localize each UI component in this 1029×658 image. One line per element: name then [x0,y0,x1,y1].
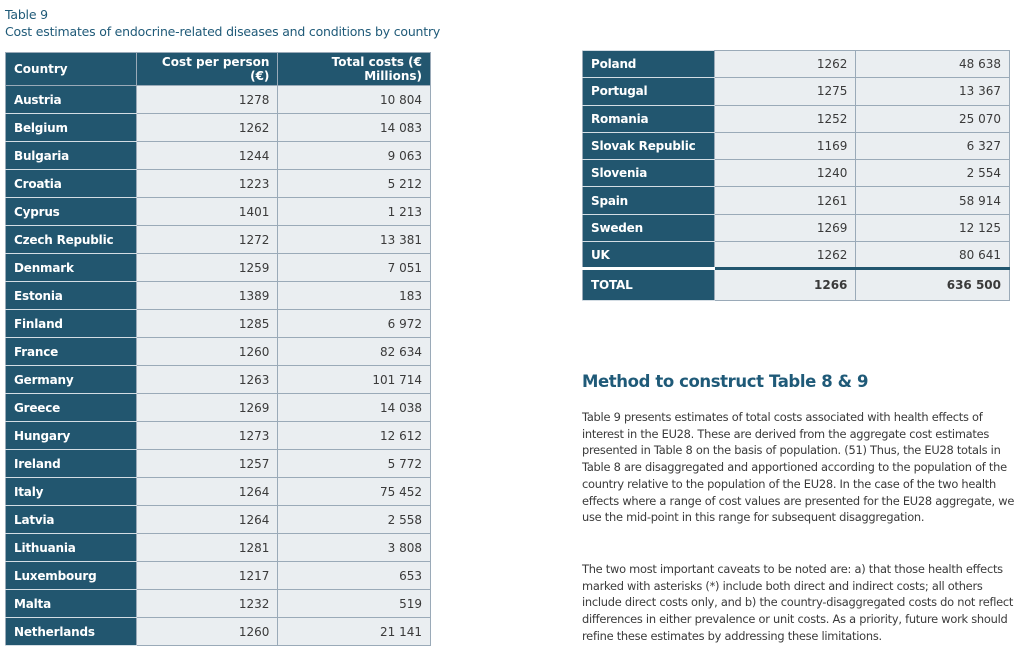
cost-per-person-cell: 1252 [714,105,856,132]
total-cost-cell: 6 327 [856,132,1010,159]
cost-per-person-cell: 1223 [136,170,278,198]
country-cell: Latvia [6,506,137,534]
total-cost-cell: 519 [278,590,431,618]
total-cost-cell: 12 125 [856,214,1010,241]
header-total-costs: Total costs (€ Millions) [278,53,431,86]
table-row [6,506,431,534]
cost-per-person-cell: 1232 [136,590,278,618]
total-cost-cell: 82 634 [278,338,431,366]
total-cost-cell: 13 381 [278,226,431,254]
cost-per-person-cell: 1262 [714,51,856,78]
country-cell: Austria [6,86,137,114]
total-cost-cell: 5 772 [278,450,431,478]
country-cell: Spain [583,187,715,214]
table-row [583,242,1010,269]
total-cost-cell: 58 914 [856,187,1010,214]
caveats-paragraph: The two most important caveats to be noted are: a) that those health effects marked with asterisks (*) include both direct and indirect costs; all others include direct costs only, and b) the country-disaggregated costs do not reflect differences in either prevalence or unit costs. As a priority, future work should refine these estimates by addressing these limitations. [582,562,1014,643]
cost-per-person-cell: 1264 [136,506,278,534]
table-row [6,562,431,590]
country-cell: Belgium [6,114,137,142]
country-cell: Germany [6,366,137,394]
table-row [6,422,431,450]
cost-per-person-cell: 1259 [136,254,278,282]
total-row [583,269,1010,301]
table-row [6,142,431,170]
total-cost-cell: 14 083 [278,114,431,142]
country-cell: Cyprus [6,198,137,226]
cost-per-person-cell: 1264 [136,478,278,506]
cost-per-person-cell: 1263 [136,366,278,394]
country-cell: Netherlands [6,618,137,646]
total-cost-cell: 12 612 [278,422,431,450]
table-caption [5,6,440,40]
total-cost-cell: 2 558 [278,506,431,534]
table-row [583,160,1010,187]
country-cell: Luxembourg [6,562,137,590]
table-row [583,51,1010,78]
total-cost-cell: 5 212 [278,170,431,198]
table-row [6,198,431,226]
country-cell: Sweden [583,214,715,241]
cost-per-person-cell: 1240 [714,160,856,187]
cost-per-person-cell: 1269 [136,394,278,422]
cost-table-right [582,50,1010,301]
total-cost-cell: 10 804 [278,86,431,114]
cost-per-person-cell: 1262 [714,242,856,269]
header-country: Country [6,53,137,86]
country-cell: Romania [583,105,715,132]
cost-per-person-cell: 1261 [714,187,856,214]
table-row [6,338,431,366]
cost-per-person-cell: 1285 [136,310,278,338]
country-cell: Greece [6,394,137,422]
total-costs-cell: 636 500 [856,269,1010,301]
table-row [583,214,1010,241]
header-cost-per-person: Cost per person (€) [136,53,278,86]
cost-per-person-cell: 1257 [136,450,278,478]
cost-per-person-cell: 1272 [136,226,278,254]
country-cell: Croatia [6,170,137,198]
table-row [6,254,431,282]
table-header-row [6,53,431,86]
table-row [583,78,1010,105]
table-row [6,450,431,478]
cost-per-person-cell: 1278 [136,86,278,114]
table-row [6,366,431,394]
total-cost-cell: 14 038 [278,394,431,422]
country-cell: UK [583,242,715,269]
total-cost-cell: 75 452 [278,478,431,506]
cost-table-left [5,52,431,646]
table-row [6,394,431,422]
country-cell: Slovenia [583,160,715,187]
cost-per-person-cell: 1169 [714,132,856,159]
cost-per-person-cell: 1262 [136,114,278,142]
total-cost-cell: 48 638 [856,51,1010,78]
country-cell: Bulgaria [6,142,137,170]
table-row [6,114,431,142]
country-cell: France [6,338,137,366]
total-cost-cell: 9 063 [278,142,431,170]
total-cost-cell: 183 [278,282,431,310]
total-cost-cell: 1 213 [278,198,431,226]
cost-per-person-cell: 1244 [136,142,278,170]
total-cost-cell: 21 141 [278,618,431,646]
country-cell: Poland [583,51,715,78]
country-cell: Hungary [6,422,137,450]
total-cost-cell: 7 051 [278,254,431,282]
country-cell: Italy [6,478,137,506]
country-cell: Malta [6,590,137,618]
total-cost-cell: 6 972 [278,310,431,338]
country-cell: Denmark [6,254,137,282]
cost-per-person-cell: 1273 [136,422,278,450]
table-row [6,310,431,338]
total-label-cell: TOTAL [583,269,715,301]
country-cell: Portugal [583,78,715,105]
table-label: Table 9 [5,7,48,22]
table-row [583,105,1010,132]
country-cell: Slovak Republic [583,132,715,159]
total-cost-cell: 3 808 [278,534,431,562]
table-row [6,170,431,198]
table-row [6,478,431,506]
country-cell: Czech Republic [6,226,137,254]
table-row [583,187,1010,214]
total-cost-cell: 101 714 [278,366,431,394]
table-row [583,132,1010,159]
table-row [6,86,431,114]
cost-per-person-cell: 1389 [136,282,278,310]
total-cost-cell: 25 070 [856,105,1010,132]
total-cost-per-person-cell: 1266 [714,269,856,301]
method-paragraph: Table 9 presents estimates of total costs associated with health effects of interest in the EU28. These are derived from the aggregate cost estimates presented in Table 8 on the basis of population. (51) Thus, the EU28 totals in Table 8 are disaggregated and apportioned according to the population of the country relative to the population of the EU28. In the case of the two health effects where a range of cost values are presented for the EU28 aggregate, we use the mid-point in this range for subsequent disaggregation. [582,410,1015,525]
cost-per-person-cell: 1217 [136,562,278,590]
table-row [6,590,431,618]
total-cost-cell: 653 [278,562,431,590]
cost-per-person-cell: 1275 [714,78,856,105]
country-cell: Estonia [6,282,137,310]
table-row [6,226,431,254]
method-heading: Method to construct Table 8 & 9 [582,372,869,391]
country-cell: Ireland [6,450,137,478]
cost-per-person-cell: 1401 [136,198,278,226]
table-row [6,534,431,562]
cost-per-person-cell: 1260 [136,338,278,366]
country-cell: Lithuania [6,534,137,562]
cost-per-person-cell: 1260 [136,618,278,646]
table-row [6,618,431,646]
total-cost-cell: 80 641 [856,242,1010,269]
cost-per-person-cell: 1281 [136,534,278,562]
total-cost-cell: 2 554 [856,160,1010,187]
total-cost-cell: 13 367 [856,78,1010,105]
table-title: Cost estimates of endocrine-related diseases and conditions by country [5,24,441,39]
cost-per-person-cell: 1269 [714,214,856,241]
country-cell: Finland [6,310,137,338]
table-row [6,282,431,310]
